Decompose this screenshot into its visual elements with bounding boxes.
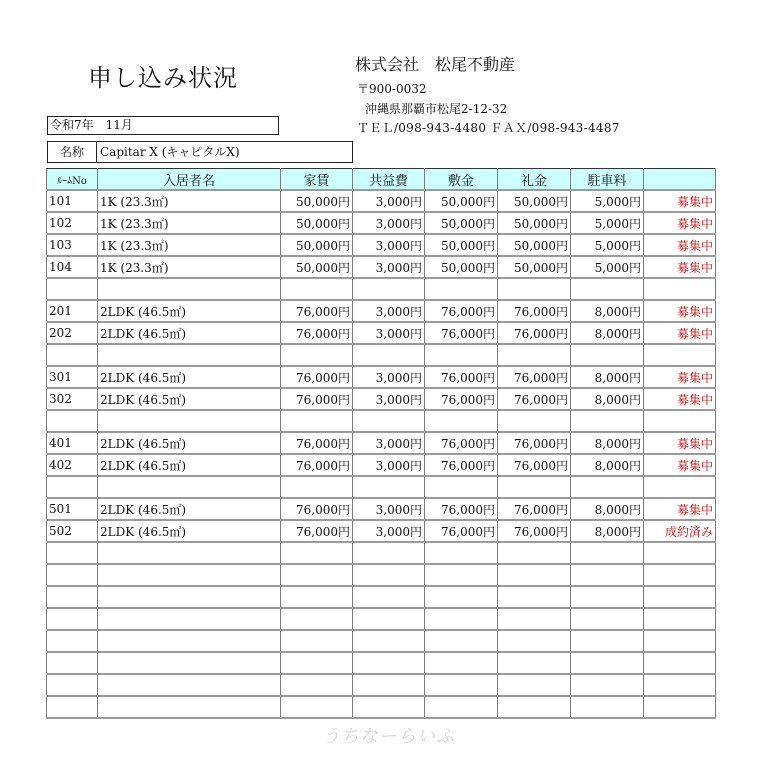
tenant-cell: 2LDK (46.5㎡) — [98, 454, 281, 476]
deposit-cell — [425, 278, 498, 300]
rent-cell: 76,000円 — [281, 366, 353, 388]
parking-cell — [571, 344, 644, 366]
key-money-cell — [498, 542, 571, 564]
deposit-cell — [425, 410, 498, 432]
room-no-cell: 401 — [47, 432, 98, 454]
tenant-cell — [98, 652, 281, 674]
parking-cell — [571, 696, 644, 718]
room-no-cell — [47, 652, 98, 674]
room-no-cell — [47, 278, 98, 300]
parking-cell — [571, 586, 644, 608]
parking-cell: 8,000円 — [571, 322, 644, 344]
parking-cell: 8,000円 — [571, 300, 644, 322]
parking-cell: 5,000円 — [571, 256, 644, 278]
table-row — [47, 300, 716, 322]
date-value: 令和7年 11月 — [50, 118, 133, 132]
key-money-cell — [498, 564, 571, 586]
parking-cell — [571, 608, 644, 630]
tenant-cell: 2LDK (46.5㎡) — [98, 498, 281, 520]
parking-cell — [571, 564, 644, 586]
deposit-cell — [425, 586, 498, 608]
key-money-cell: 76,000円 — [498, 366, 571, 388]
status-cell — [644, 476, 716, 498]
room-no-cell: 101 — [47, 190, 98, 212]
parking-cell: 8,000円 — [571, 498, 644, 520]
table-row — [47, 278, 716, 300]
column-header-tenant: 入居者名 — [98, 169, 281, 191]
rent-cell — [281, 608, 353, 630]
deposit-cell: 76,000円 — [425, 388, 498, 410]
company-tel-fax: ＴＥＬ/098-943-4480 ＦＡＸ/098-943-4487 — [357, 121, 620, 135]
room-no-cell — [47, 586, 98, 608]
deposit-cell — [425, 476, 498, 498]
table-row — [47, 586, 716, 608]
tenant-cell: 2LDK (46.5㎡) — [98, 300, 281, 322]
common-fee-cell — [353, 410, 425, 432]
key-money-cell — [498, 608, 571, 630]
rent-cell — [281, 696, 353, 718]
rent-cell: 50,000円 — [281, 212, 353, 234]
room-no-cell: 102 — [47, 212, 98, 234]
room-no-cell — [47, 410, 98, 432]
rent-cell: 50,000円 — [281, 234, 353, 256]
property-name-label: 名称 — [48, 142, 97, 162]
status-cell: 成約済み — [644, 520, 716, 542]
parking-cell — [571, 542, 644, 564]
common-fee-cell — [353, 344, 425, 366]
rent-cell — [281, 542, 353, 564]
common-fee-cell — [353, 278, 425, 300]
key-money-cell — [498, 652, 571, 674]
deposit-cell: 50,000円 — [425, 256, 498, 278]
tenant-cell: 1K (23.3㎡) — [98, 212, 281, 234]
table-row — [47, 432, 716, 454]
rent-cell: 76,000円 — [281, 388, 353, 410]
table-row — [47, 344, 716, 366]
room-no-cell — [47, 608, 98, 630]
deposit-cell: 76,000円 — [425, 366, 498, 388]
property-name-value: Capitar X (キャピタルX) — [100, 145, 240, 159]
room-no-cell: 201 — [47, 300, 98, 322]
parking-cell: 5,000円 — [571, 190, 644, 212]
status-cell: 募集中 — [644, 454, 716, 476]
column-header-rent: 家賃 — [281, 169, 353, 191]
property-name-box — [47, 141, 353, 163]
key-money-cell: 76,000円 — [498, 454, 571, 476]
page-title: 申し込み状況 — [88, 64, 238, 92]
rent-cell: 76,000円 — [281, 520, 353, 542]
status-cell — [644, 344, 716, 366]
room-no-cell — [47, 344, 98, 366]
status-cell — [644, 630, 716, 652]
column-header-common-fee: 共益費 — [353, 169, 425, 191]
table-row — [47, 652, 716, 674]
rent-cell — [281, 652, 353, 674]
table-row — [47, 608, 716, 630]
common-fee-cell — [353, 608, 425, 630]
common-fee-cell — [353, 542, 425, 564]
parking-cell: 8,000円 — [571, 366, 644, 388]
rent-cell: 76,000円 — [281, 454, 353, 476]
parking-cell — [571, 278, 644, 300]
key-money-cell: 50,000円 — [498, 190, 571, 212]
parking-cell: 8,000円 — [571, 454, 644, 476]
deposit-cell — [425, 652, 498, 674]
tenant-cell — [98, 674, 281, 696]
parking-cell: 8,000円 — [571, 388, 644, 410]
room-no-cell: 301 — [47, 366, 98, 388]
deposit-cell — [425, 696, 498, 718]
tenant-cell: 2LDK (46.5㎡) — [98, 520, 281, 542]
tenant-cell: 1K (23.3㎡) — [98, 190, 281, 212]
key-money-cell: 76,000円 — [498, 498, 571, 520]
status-cell — [644, 410, 716, 432]
tenant-cell — [98, 542, 281, 564]
parking-cell: 8,000円 — [571, 520, 644, 542]
table-row — [47, 256, 716, 278]
table-row — [47, 520, 716, 542]
room-no-cell: 402 — [47, 454, 98, 476]
status-cell — [644, 652, 716, 674]
status-cell — [644, 608, 716, 630]
common-fee-cell: 3,000円 — [353, 190, 425, 212]
tenant-cell: 2LDK (46.5㎡) — [98, 366, 281, 388]
table-row — [47, 212, 716, 234]
common-fee-cell: 3,000円 — [353, 234, 425, 256]
postal-code: 〒900-0032 — [357, 82, 427, 96]
room-no-cell — [47, 674, 98, 696]
key-money-cell: 50,000円 — [498, 256, 571, 278]
deposit-cell — [425, 344, 498, 366]
room-no-cell — [47, 476, 98, 498]
table-row — [47, 234, 716, 256]
table-row — [47, 190, 716, 212]
status-cell — [644, 586, 716, 608]
parking-cell — [571, 476, 644, 498]
tenant-cell — [98, 344, 281, 366]
key-money-cell: 76,000円 — [498, 322, 571, 344]
rent-cell: 76,000円 — [281, 498, 353, 520]
deposit-cell: 76,000円 — [425, 454, 498, 476]
rent-cell — [281, 278, 353, 300]
room-no-cell — [47, 696, 98, 718]
common-fee-cell: 3,000円 — [353, 256, 425, 278]
tenant-cell — [98, 410, 281, 432]
common-fee-cell: 3,000円 — [353, 366, 425, 388]
tenant-cell: 2LDK (46.5㎡) — [98, 388, 281, 410]
rent-cell: 76,000円 — [281, 432, 353, 454]
tenant-cell — [98, 278, 281, 300]
table-row — [47, 564, 716, 586]
column-header-parking: 駐車料 — [571, 169, 644, 191]
common-fee-cell: 3,000円 — [353, 432, 425, 454]
key-money-cell — [498, 586, 571, 608]
key-money-cell: 76,000円 — [498, 432, 571, 454]
key-money-cell: 76,000円 — [498, 520, 571, 542]
key-money-cell: 76,000円 — [498, 300, 571, 322]
column-header-key-money: 礼金 — [498, 169, 571, 191]
status-cell: 募集中 — [644, 366, 716, 388]
rent-cell: 76,000円 — [281, 300, 353, 322]
key-money-cell: 50,000円 — [498, 234, 571, 256]
table-row — [47, 388, 716, 410]
rent-cell — [281, 344, 353, 366]
status-cell: 募集中 — [644, 322, 716, 344]
key-money-cell: 50,000円 — [498, 212, 571, 234]
room-no-cell: 103 — [47, 234, 98, 256]
deposit-cell: 50,000円 — [425, 190, 498, 212]
table-body — [47, 190, 716, 718]
application-status-table — [46, 168, 716, 719]
parking-cell: 5,000円 — [571, 212, 644, 234]
common-fee-cell — [353, 652, 425, 674]
table-row — [47, 498, 716, 520]
date-box — [47, 116, 279, 135]
rent-cell — [281, 630, 353, 652]
room-no-cell: 202 — [47, 322, 98, 344]
tenant-cell — [98, 630, 281, 652]
room-no-cell: 501 — [47, 498, 98, 520]
deposit-cell — [425, 630, 498, 652]
tenant-cell — [98, 476, 281, 498]
table-row — [47, 410, 716, 432]
rent-cell — [281, 586, 353, 608]
key-money-cell — [498, 278, 571, 300]
deposit-cell — [425, 608, 498, 630]
deposit-cell: 76,000円 — [425, 322, 498, 344]
tenant-cell: 2LDK (46.5㎡) — [98, 322, 281, 344]
room-no-cell — [47, 564, 98, 586]
status-cell: 募集中 — [644, 212, 716, 234]
status-cell: 募集中 — [644, 256, 716, 278]
common-fee-cell — [353, 696, 425, 718]
key-money-cell — [498, 696, 571, 718]
room-no-cell — [47, 542, 98, 564]
deposit-cell: 76,000円 — [425, 498, 498, 520]
column-header-room-no: ﾙｰﾑNo — [47, 169, 98, 191]
company-address: 沖縄県那覇市松尾2-12-32 — [365, 102, 508, 116]
deposit-cell: 50,000円 — [425, 234, 498, 256]
status-cell — [644, 696, 716, 718]
key-money-cell: 76,000円 — [498, 388, 571, 410]
rent-cell — [281, 410, 353, 432]
status-cell: 募集中 — [644, 190, 716, 212]
tenant-cell — [98, 608, 281, 630]
table-row — [47, 542, 716, 564]
room-no-cell: 104 — [47, 256, 98, 278]
common-fee-cell: 3,000円 — [353, 520, 425, 542]
common-fee-cell: 3,000円 — [353, 212, 425, 234]
table-row — [47, 630, 716, 652]
common-fee-cell: 3,000円 — [353, 454, 425, 476]
common-fee-cell — [353, 674, 425, 696]
status-cell: 募集中 — [644, 300, 716, 322]
watermark: うちなーらいふ — [322, 726, 455, 747]
tenant-cell — [98, 696, 281, 718]
table-row — [47, 674, 716, 696]
table-row — [47, 476, 716, 498]
table-row — [47, 454, 716, 476]
key-money-cell — [498, 674, 571, 696]
rent-cell: 50,000円 — [281, 256, 353, 278]
parking-cell — [571, 410, 644, 432]
common-fee-cell: 3,000円 — [353, 388, 425, 410]
common-fee-cell — [353, 630, 425, 652]
rent-cell — [281, 674, 353, 696]
column-header-deposit: 敷金 — [425, 169, 498, 191]
parking-cell: 5,000円 — [571, 234, 644, 256]
parking-cell — [571, 674, 644, 696]
key-money-cell — [498, 410, 571, 432]
deposit-cell: 50,000円 — [425, 212, 498, 234]
key-money-cell — [498, 630, 571, 652]
status-cell: 募集中 — [644, 432, 716, 454]
tenant-cell: 1K (23.3㎡) — [98, 256, 281, 278]
common-fee-cell: 3,000円 — [353, 300, 425, 322]
status-cell — [644, 564, 716, 586]
table-row — [47, 366, 716, 388]
parking-cell — [571, 630, 644, 652]
rent-cell — [281, 476, 353, 498]
key-money-cell — [498, 344, 571, 366]
parking-cell: 8,000円 — [571, 432, 644, 454]
room-no-cell: 302 — [47, 388, 98, 410]
common-fee-cell: 3,000円 — [353, 498, 425, 520]
deposit-cell — [425, 564, 498, 586]
deposit-cell: 76,000円 — [425, 300, 498, 322]
company-name: 株式会社 松尾不動産 — [355, 55, 516, 74]
table-header-row — [47, 169, 716, 191]
common-fee-cell — [353, 564, 425, 586]
status-cell: 募集中 — [644, 388, 716, 410]
deposit-cell: 76,000円 — [425, 520, 498, 542]
common-fee-cell — [353, 586, 425, 608]
deposit-cell — [425, 542, 498, 564]
room-no-cell — [47, 630, 98, 652]
status-cell: 募集中 — [644, 234, 716, 256]
status-cell — [644, 278, 716, 300]
table-row — [47, 322, 716, 344]
status-cell: 募集中 — [644, 498, 716, 520]
tenant-cell: 1K (23.3㎡) — [98, 234, 281, 256]
status-cell — [644, 542, 716, 564]
parking-cell — [571, 652, 644, 674]
tenant-cell — [98, 564, 281, 586]
tenant-cell — [98, 586, 281, 608]
common-fee-cell: 3,000円 — [353, 322, 425, 344]
status-cell — [644, 674, 716, 696]
key-money-cell — [498, 476, 571, 498]
rent-cell — [281, 564, 353, 586]
table-row — [47, 696, 716, 718]
rent-cell: 50,000円 — [281, 190, 353, 212]
tenant-cell: 2LDK (46.5㎡) — [98, 432, 281, 454]
rent-cell: 76,000円 — [281, 322, 353, 344]
deposit-cell: 76,000円 — [425, 432, 498, 454]
common-fee-cell — [353, 476, 425, 498]
deposit-cell — [425, 674, 498, 696]
column-header-status — [644, 169, 716, 191]
room-no-cell: 502 — [47, 520, 98, 542]
